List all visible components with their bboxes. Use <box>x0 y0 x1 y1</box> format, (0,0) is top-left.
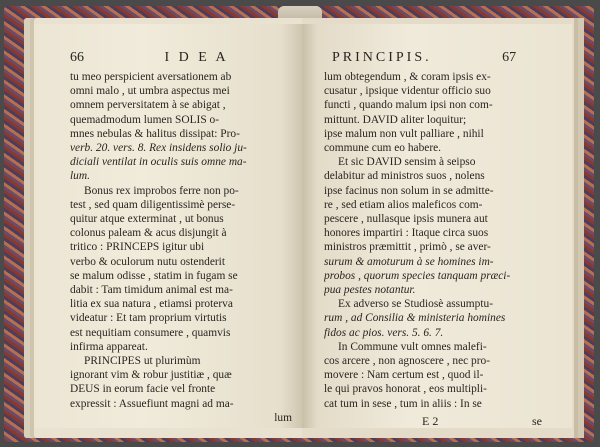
text-line: lum obtegendum , & coram ipsis ex- <box>324 71 491 83</box>
text-line: re , sed etiam alios maleficos com- <box>324 198 483 211</box>
text-line: ipse facinus non solum in se admitte- <box>324 184 494 197</box>
left-page <box>34 24 302 428</box>
right-head-title: PRINCIPIS. <box>332 50 432 65</box>
text-line: movere : Nam certum est , quod il- <box>324 369 484 382</box>
text-line: litia ex sua natura , etiamsi proterva <box>70 298 233 311</box>
text-line: In Commune vult omnes malefi- <box>338 340 487 353</box>
text-line: se malum odisse , statim in fugam se <box>70 269 238 282</box>
text-line: ignorant vim & robur justitiæ , quæ <box>70 369 232 382</box>
text-line: videatur : Et tam proprium virtutis <box>70 312 227 325</box>
text-line: delabitur ad ministros suos , nolens <box>324 170 485 183</box>
text-line: omnem perversitatem à se abigat , <box>70 99 226 112</box>
text-line: pescere , nullasque ipsis munera aut <box>324 213 488 226</box>
text-line: cos arcere , non agnoscere , nec pro- <box>324 355 491 368</box>
text-line: cat tum in sese , tum in aliis : In se <box>324 397 482 410</box>
text-line: quitur atque exterminat , ut bonus <box>70 213 224 226</box>
signature-mark: E 2 <box>422 414 439 428</box>
right-running-head <box>332 50 516 66</box>
text-line: pua pestes notantur. <box>324 284 416 297</box>
text-line: omni malo , ut umbra aspectus mei <box>70 85 230 98</box>
text-line: est nequitiam consumere , quamvis <box>70 326 231 339</box>
text-line: honores impartiri : Itaque circa suos <box>324 227 489 240</box>
text-line: commune cum eo habere. <box>324 142 442 155</box>
text-line: le qui pravos honorat , eos multipli- <box>324 383 487 396</box>
right-page <box>302 24 572 428</box>
right-page-text <box>324 70 552 411</box>
text-line: diciali ventilat in oculis suis omne ma- <box>70 156 247 169</box>
text-line: colonus paleam & acus disjungit à <box>70 227 227 240</box>
text-line: infirma appareat. <box>70 340 148 353</box>
text-line: Bonus rex improbos ferre non po- <box>84 184 239 197</box>
text-line: dabit : Tam timidum animal est ma- <box>70 284 233 297</box>
catchword: se <box>532 414 542 428</box>
left-page-number: 66 <box>70 50 84 65</box>
text-line: test , sed quam diligentissimè perse- <box>70 198 236 211</box>
text-line: fidos ac pios. vers. 5. 6. 7. <box>324 326 444 339</box>
text-line: probos , quorum species tanquam præci- <box>324 269 511 282</box>
text-line: cusatur , ipsique videntur officio suo <box>324 85 491 98</box>
text-line: verb. 20. vers. 8. Rex insidens solio ju- <box>70 142 247 155</box>
text-line: tritico : PRINCEPS igitur ubi <box>70 241 205 254</box>
text-line: ipse malum non vult palliare , nihil <box>324 127 484 140</box>
text-line: Ex adverso se Studiosè assumptu- <box>338 298 494 311</box>
left-running-head <box>70 50 229 66</box>
text-line: mnes nebulas & halitus dissipat: Pro- <box>70 127 240 140</box>
text-line: quemadmodum lumen SOLIS o- <box>70 113 220 126</box>
text-line: DEUS in eorum facie vel fronte <box>70 383 216 396</box>
text-line: lum. <box>70 170 90 183</box>
text-line: lum <box>274 411 292 424</box>
text-line: verbo & oculorum nutu ostenderit <box>70 255 226 268</box>
text-line: Et sic DAVID sensim à seipso <box>338 156 476 169</box>
left-head-title: I D E A <box>164 50 229 65</box>
text-line: functi , quando malum ipsi non com- <box>324 99 493 112</box>
text-line: surum & amoturum à se homines im- <box>324 255 494 268</box>
text-line: tu meo perspicient aversationem ab <box>70 71 232 83</box>
right-page-number: 67 <box>502 50 517 65</box>
text-line: rum , ad Consilia & ministeria homines <box>324 312 506 325</box>
text-line: PRINCIPES ut plurimùm <box>84 355 201 368</box>
left-page-text <box>70 70 292 425</box>
text-line: mittunt. DAVID aliter loquitur; <box>324 113 467 126</box>
text-line: ministros præmittit , primò , se aver- <box>324 241 491 254</box>
text-line: expressit : Assuefiunt magni ad ma- <box>70 397 234 410</box>
